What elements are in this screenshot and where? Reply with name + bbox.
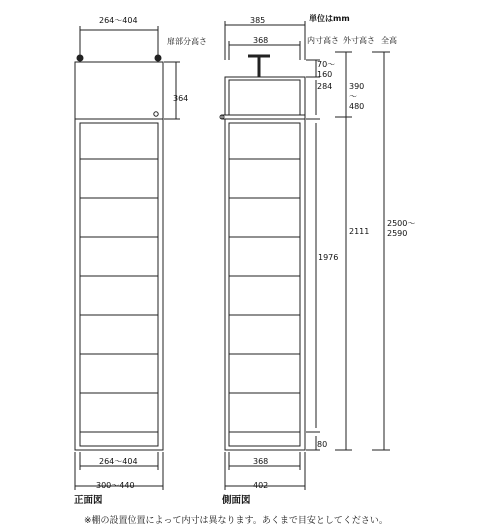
front-outer-width: 300～440 [96,481,135,490]
upper-outer-height: 390～480 [349,82,365,111]
adjust-gap: 70～160 [317,60,336,79]
side-body [225,119,305,450]
side-outer-depth: 402 [253,481,269,490]
front-bolt-right [155,55,161,61]
bottom-gap: 80 [317,440,328,449]
col-outer-height: 外寸高さ [343,36,375,45]
side-inner-depth-bottom: 368 [253,457,269,466]
front-shelves [80,159,158,432]
side-view-caption: 側面図 [222,495,251,506]
side-shelves [229,159,300,432]
front-bolt-left [77,55,83,61]
front-inner-width: 264～404 [99,457,138,466]
unit-label: 単位はmm [309,14,350,23]
door-height-value: 364 [173,94,189,103]
front-view-caption: 正面図 [74,495,103,506]
lower-outer-height: 2111 [349,227,370,236]
col-inner-height: 内寸高さ [307,36,339,45]
front-top-width: 264～404 [99,16,138,25]
front-view-drawing [75,26,180,490]
front-body [75,119,163,450]
footnote: ※棚の設置位置によって内寸は異なります。あくまで目安としてください。 [84,516,388,526]
side-upper-unit [225,77,305,115]
total-height: 2500～2590 [387,219,416,238]
upper-inner-height: 284 [317,82,333,91]
door-height-label: 扉部分高さ [167,37,207,46]
side-inner-depth-top: 368 [253,36,269,45]
front-door-unit [75,62,163,119]
lower-inner-height: 1976 [318,253,339,262]
side-top-depth: 385 [250,16,266,25]
col-total-height: 全高 [381,36,397,45]
